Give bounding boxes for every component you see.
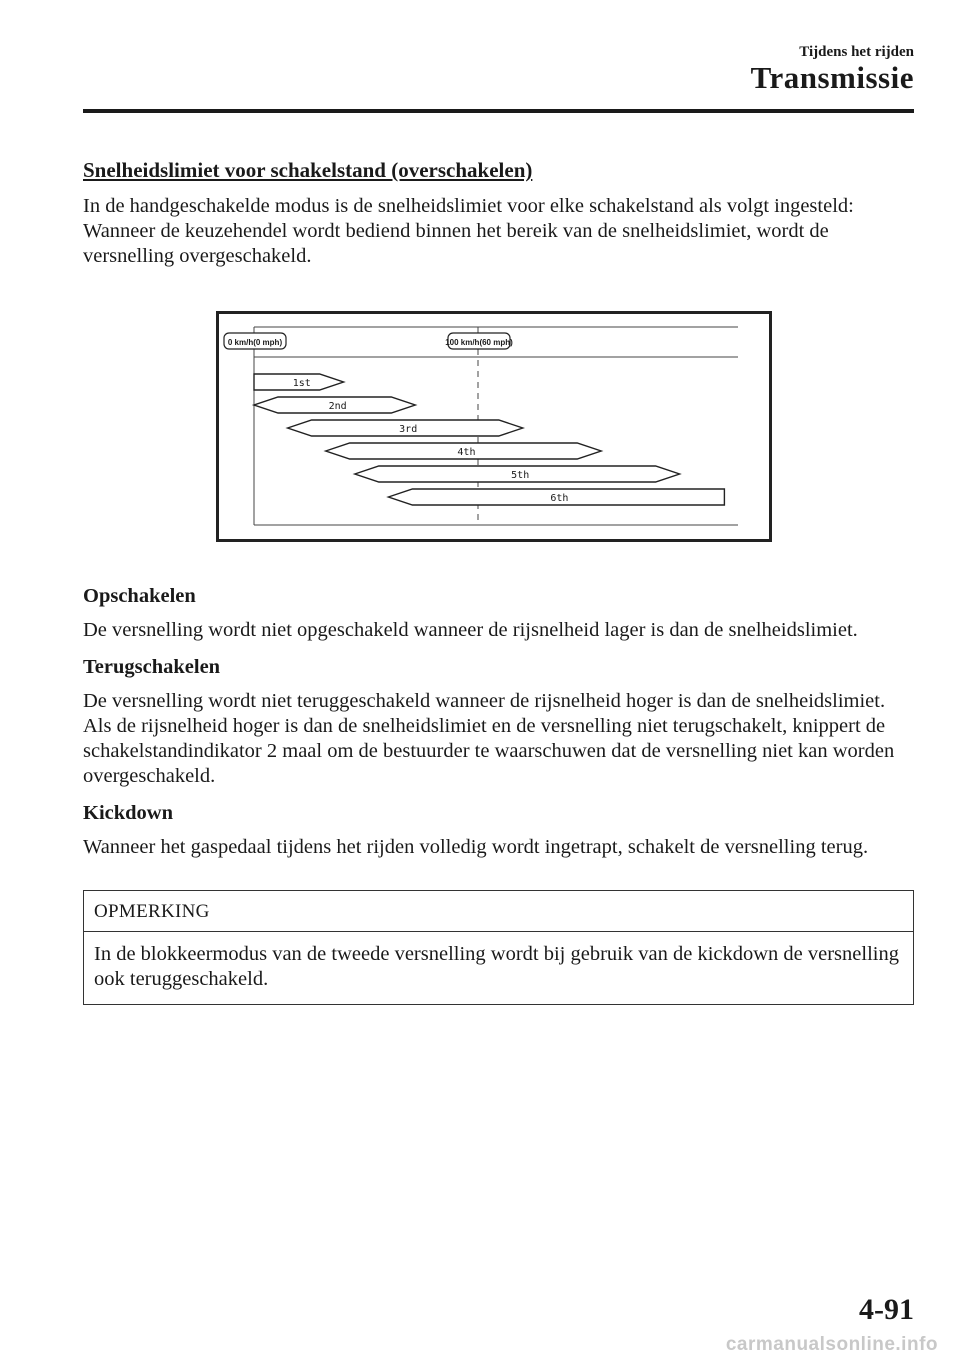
- gear-label-5th: 5th: [511, 470, 530, 481]
- gear-label-3rd: 3rd: [399, 424, 418, 435]
- svg-text:100 km/h(60 mph): 100 km/h(60 mph): [445, 338, 513, 347]
- downshift-text-2: Als de rijsnelheid hoger is dan de snelheidslimiet en de versnelling niet terugschakelt, knippert de schakelstandindikator 2 maal om de bestuurder te waarschuwen dat de versnelling niet kan worden overgeschakeld.: [83, 715, 895, 787]
- gear-speed-chart: [216, 311, 772, 542]
- section-title: Snelheidslimiet voor schakelstand (overschakelen): [83, 158, 533, 182]
- upshift-heading: Opschakelen: [83, 585, 196, 607]
- upshift-text: De versnelling wordt niet opgeschakeld wanneer de rijsnelheid lager is dan de snelheidslimiet.: [83, 619, 858, 641]
- note-text: In de blokkeermodus van de tweede versnelling wordt bij gebruik van de kickdown de versnelling ook teruggeschakeld.: [94, 943, 899, 990]
- axis-label-1: [445, 333, 513, 349]
- page-number: 4-91: [859, 1293, 914, 1326]
- header-rule: [83, 109, 914, 113]
- kickdown-text: Wanneer het gaspedaal tijdens het rijden volledig wordt ingetrapt, schakelt de versnelling terug.: [83, 836, 869, 858]
- gear-speed-chart-svg: [216, 311, 772, 542]
- note-box: [83, 890, 914, 1005]
- svg-text:0 km/h(0 mph): 0 km/h(0 mph): [227, 338, 283, 347]
- downshift-text-1: De versnelling wordt niet teruggeschakeld wanneer de rijsnelheid hoger is dan de snelheidslimiet.: [83, 690, 886, 712]
- kickdown-heading: Kickdown: [83, 802, 173, 824]
- note-heading: OPMERKING: [84, 891, 913, 932]
- header-section: Tijdens het rijden: [799, 44, 914, 60]
- axis-label-0: [224, 333, 286, 349]
- watermark: carmanualsonline.info: [725, 1334, 938, 1355]
- gear-label-4th: 4th: [457, 447, 476, 458]
- gear-label-2nd: 2nd: [328, 401, 347, 412]
- downshift-heading: Terugschakelen: [83, 656, 221, 678]
- main-content: [83, 156, 914, 1005]
- intro-paragraph: In de handgeschakelde modus is de snelheidslimiet voor elke schakelstand als volgt ingesteld: Wanneer de keuzehendel wordt bediend binnen het bereik van de snelheidslimiet, wordt de versnelling overgeschakeld.: [83, 195, 854, 267]
- gear-label-1st: 1st: [292, 378, 311, 389]
- page-title: Transmissie: [750, 60, 914, 95]
- gear-label-6th: 6th: [550, 493, 569, 504]
